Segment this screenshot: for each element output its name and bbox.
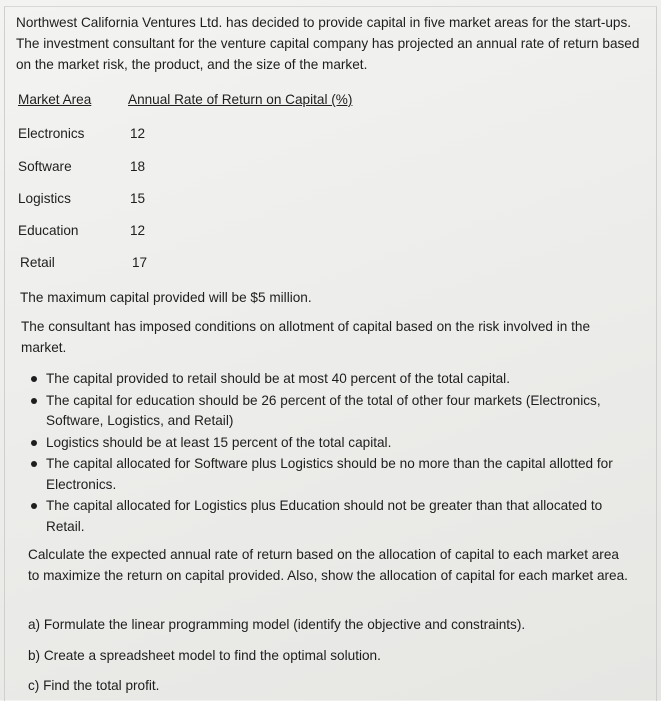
table-row-label: Software bbox=[18, 159, 72, 174]
question-b: b) Create a spreadsheet model to find the optimal solution. bbox=[28, 648, 381, 663]
condition-text: The capital allocated for Logistics plus Education should not be greater than that allocated to Retail. bbox=[46, 498, 603, 534]
table-row-value: 18 bbox=[130, 159, 146, 174]
table-header-rate: Annual Rate of Return on Capital (%) bbox=[128, 92, 353, 107]
list-item bbox=[30, 454, 640, 495]
table-row-value: 15 bbox=[130, 191, 146, 206]
calculate-paragraph: Calculate the expected annual rate of return based on the allocation of capital to each market area to maximize the return on capital provided. Also, show the allocation of capital for each market area. bbox=[28, 547, 628, 583]
condition-text: The capital for education should be 26 percent of the total of other four markets (Electronics, Software, Logistics, and Retail) bbox=[46, 392, 601, 428]
conditions-list bbox=[30, 369, 640, 537]
question-c: c) Find the total profit. bbox=[28, 678, 160, 693]
table-row-label: Logistics bbox=[18, 191, 71, 206]
table-header-market-area: Market Area bbox=[18, 92, 92, 107]
bullet-icon bbox=[31, 461, 37, 467]
list-item bbox=[30, 391, 640, 432]
table-row-value: 17 bbox=[132, 255, 148, 270]
question-a: a) Formulate the linear programming model (identify the objective and constraints). bbox=[28, 617, 526, 632]
bullet-icon bbox=[31, 503, 37, 509]
bullet-icon bbox=[31, 440, 37, 446]
consultant-paragraph: The consultant has imposed conditions on allotment of capital based on the risk involved in the market. bbox=[21, 319, 591, 355]
list-item bbox=[30, 433, 640, 454]
table-row-label: Retail bbox=[20, 255, 55, 270]
table-row-value: 12 bbox=[130, 223, 146, 238]
list-item bbox=[30, 496, 640, 537]
bullet-icon bbox=[31, 398, 37, 404]
table-row-value: 12 bbox=[130, 126, 146, 141]
condition-text: The capital allocated for Software plus Logistics should be no more than the capital allotted for Electronics. bbox=[46, 456, 613, 492]
table-row-label: Education bbox=[18, 223, 79, 238]
bullet-icon bbox=[31, 376, 37, 382]
table-row-label: Electronics bbox=[18, 126, 85, 141]
max-capital-text: The maximum capital provided will be $5 million. bbox=[20, 290, 312, 305]
intro-paragraph: Northwest California Ventures Ltd. has decided to provide capital in five market areas for the start-ups. The investment consultant for the venture capital company has projected an annual rate of return based on the market risk, the product, and the size of the market. bbox=[16, 15, 640, 72]
condition-text: Logistics should be at least 15 percent of the total capital. bbox=[46, 434, 392, 450]
condition-text: The capital provided to retail should be at most 40 percent of the total capital. bbox=[46, 371, 510, 386]
list-item bbox=[30, 369, 640, 390]
